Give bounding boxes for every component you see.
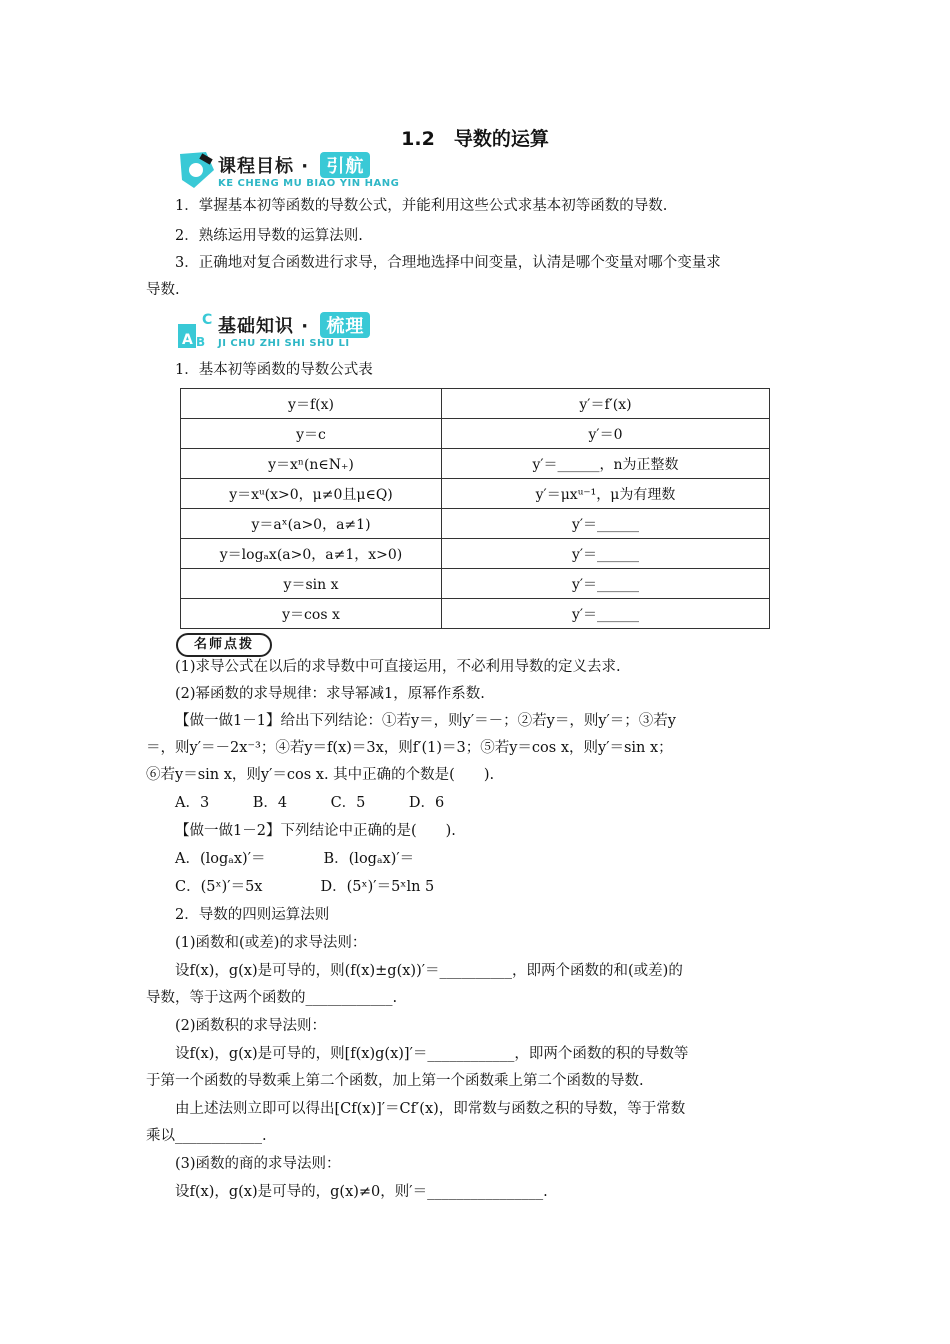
banner-subtitle: KE CHENG MU BIAO YIN HANG — [218, 178, 400, 189]
exercise-1-2-line-1: 【做一做1－2】下列结论中正确的是( ). — [175, 823, 456, 839]
sum-rule-heading: (1)函数和(或差)的求导法则： — [175, 935, 367, 951]
derivative-cell: y′＝______ — [442, 539, 770, 569]
banner-title: 课程目标 · 引航 — [218, 152, 370, 178]
derivative-cell: y′＝______ — [442, 599, 770, 629]
tip-2: (2)幂函数的求导规律：求导幂减1，原幂作系数. — [175, 686, 485, 702]
function-cell: y＝aˣ(a>0，a≠1) — [181, 509, 442, 539]
svg-text:C: C — [202, 312, 213, 328]
formula-row — [181, 419, 770, 449]
function-cell: y＝sin x — [181, 569, 442, 599]
product-rule-line-2: 于第一个函数的导数乘上第二个函数，加上第一个函数乘上第二个函数的导数. — [146, 1073, 644, 1089]
function-cell: y＝f(x) — [181, 389, 442, 419]
derivative-cell: y′＝______ — [442, 569, 770, 599]
function-cell: y＝xⁿ(n∈N₊) — [181, 449, 442, 479]
section-2-title: 2．导数的四则运算法则 — [175, 907, 330, 923]
function-cell: y＝xᵘ(x>0，μ≠0且μ∈Q) — [181, 479, 442, 509]
formula-row — [181, 449, 770, 479]
formula-row — [181, 509, 770, 539]
exercise-1-1-options: A．3 B．4 C．5 D．6 — [175, 795, 445, 811]
abc-blocks-icon — [176, 310, 218, 352]
product-rule-line-1: 设f(x)，g(x)是可导的，则[f(x)g(x)]′＝____________，即两个函数的积的导数等 — [175, 1046, 689, 1062]
goal-1: 1．掌握基本初等函数的导数公式，并能利用这些公式求基本初等函数的导数. — [175, 198, 668, 214]
exercise-1-1-line-2: ＝，则y′＝－2x⁻³；④若y＝f(x)＝3x，则f′(1)＝3；⑤若y＝cos x，则y′＝sin x； — [146, 740, 673, 756]
derivative-cell: y′＝______，n为正整数 — [442, 449, 770, 479]
satellite-icon — [176, 150, 218, 192]
goal-3: 3．正确地对复合函数进行求导，合理地选择中间变量，认清是哪个变量对哪个变量求 — [175, 255, 721, 271]
derivative-formula-table — [180, 388, 770, 629]
svg-text:A: A — [182, 332, 193, 348]
constant-rule-line-2: 乘以____________. — [146, 1128, 267, 1144]
derivative-cell: y′＝μxᵘ⁻¹，μ为有理数 — [442, 479, 770, 509]
banner-subtitle: JI CHU ZHI SHI SHU LI — [218, 338, 350, 349]
quotient-rule-line-1: 设f(x)，g(x)是可导的，g(x)≠0，则′＝________________. — [175, 1184, 548, 1200]
derivative-cell: y′＝______ — [442, 509, 770, 539]
exercise-1-1-line-1: 【做一做1－1】给出下列结论：①若y＝，则y′＝－；②若y＝，则y′＝；③若y — [175, 713, 676, 729]
constant-rule-line-1: 由上述法则立即可以得出[Cf(x)]′＝Cf′(x)，即常数与函数之积的导数，等于常数 — [175, 1101, 686, 1117]
teacher-tip-label: 名师点拨 — [176, 633, 272, 657]
page-title: 1.2 导数的运算 — [401, 128, 549, 150]
sum-rule-line-1: 设f(x)，g(x)是可导的，则(f(x)±g(x))′＝__________，即两个函数的和(或差)的 — [175, 963, 683, 979]
exercise-1-1-line-3: ⑥若y＝sin x，则y′＝cos x. 其中正确的个数是( ). — [146, 767, 495, 783]
formula-row — [181, 569, 770, 599]
exercise-1-2-options-cd: C．(5ˣ)′＝5x D．(5ˣ)′＝5ˣln 5 — [175, 879, 435, 895]
function-cell: y＝c — [181, 419, 442, 449]
formula-row — [181, 479, 770, 509]
derivative-cell: y′＝f′(x) — [442, 389, 770, 419]
formula-row — [181, 599, 770, 629]
function-cell: y＝cos x — [181, 599, 442, 629]
product-rule-heading: (2)函数积的求导法则： — [175, 1018, 327, 1034]
formula-row — [181, 539, 770, 569]
sum-rule-line-2: 导数，等于这两个函数的____________. — [146, 990, 398, 1006]
goal-3-cont: 导数. — [146, 282, 180, 298]
banner-title: 基础知识 · 梳理 — [218, 312, 370, 338]
formula-row — [181, 389, 770, 419]
section-1-title: 1．基本初等函数的导数公式表 — [175, 362, 373, 378]
exercise-1-2-options-ab: A．(logₐx)′＝ B．(logₐx)′＝ — [175, 851, 415, 867]
function-cell: y＝logₐx(a>0，a≠1，x>0) — [181, 539, 442, 569]
tip-1: (1)求导公式在以后的求导数中可直接运用，不必利用导数的定义去求. — [175, 659, 621, 675]
derivative-cell: y′＝0 — [442, 419, 770, 449]
quotient-rule-heading: (3)函数的商的求导法则： — [175, 1156, 341, 1172]
goal-2: 2．熟练运用导数的运算法则. — [175, 228, 363, 244]
svg-text:B: B — [196, 335, 206, 349]
